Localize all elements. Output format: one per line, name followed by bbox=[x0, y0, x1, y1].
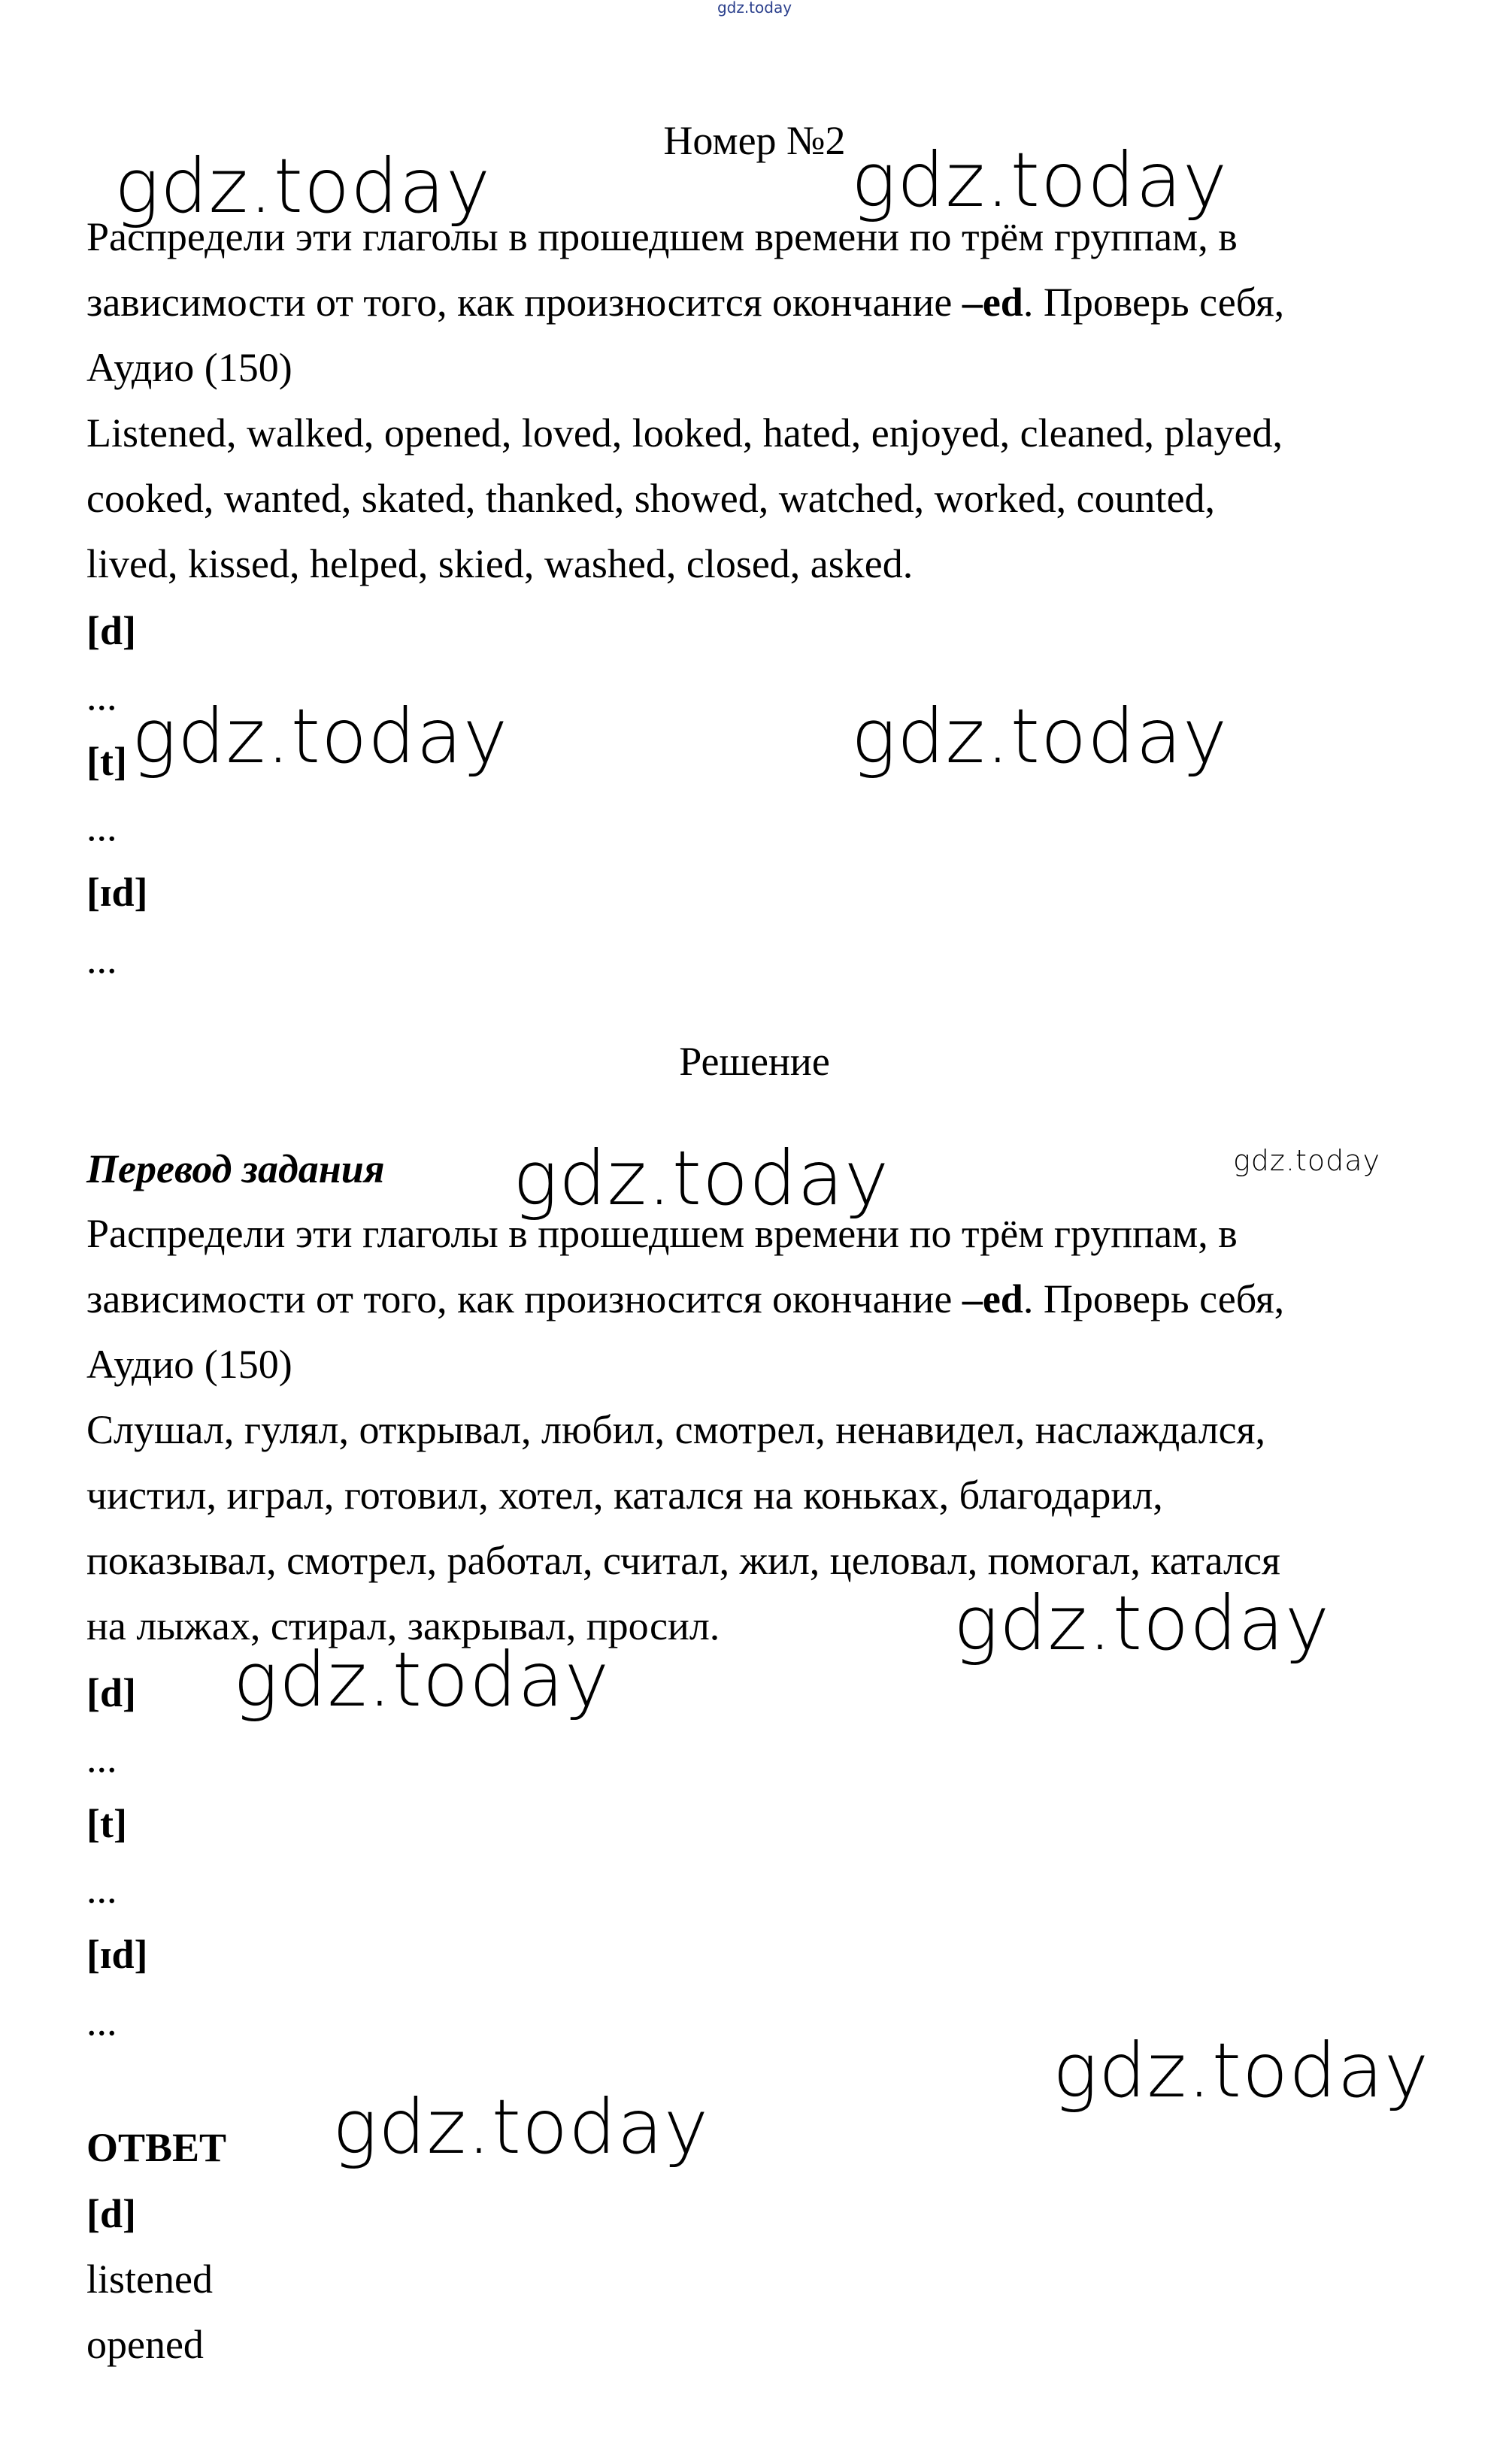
group-id-label: [ɪd] bbox=[86, 1932, 148, 1977]
group-id-label: [ɪd] bbox=[86, 870, 148, 915]
translation-line: Распредели эти глаголы в прошедшем времени по трём группам, в bbox=[86, 1211, 1238, 1256]
placeholder-dots: ... bbox=[86, 674, 117, 719]
translated-words-line: на лыжах, стирал, закрывал, просил. bbox=[86, 1603, 720, 1648]
group-t-label: [t] bbox=[86, 1801, 127, 1846]
placeholder-dots: ... bbox=[86, 1999, 117, 2044]
translated-words-line: чистил, играл, готовил, хотел, катался на коньках, благодарил, bbox=[86, 1473, 1163, 1518]
watermark: gdz.today bbox=[851, 692, 1229, 780]
translation-line: Аудио (150) bbox=[86, 1342, 292, 1387]
word-list-line: lived, kissed, helped, skied, washed, closed, asked. bbox=[86, 541, 914, 586]
solution-heading: Решение bbox=[679, 1039, 830, 1084]
watermark: gdz.today bbox=[953, 1579, 1331, 1667]
watermark: gdz.today bbox=[114, 142, 492, 230]
watermark: gdz.today bbox=[513, 1134, 890, 1222]
watermark: gdz.today bbox=[132, 692, 509, 780]
placeholder-dots: ... bbox=[86, 937, 117, 982]
task-line: зависимости от того, как произносится окончание –ed. Проверь себя, bbox=[86, 280, 1285, 325]
page-title: Номер №2 bbox=[663, 118, 846, 163]
placeholder-dots: ... bbox=[86, 1866, 117, 1912]
translation-line: зависимости от того, как произносится окончание –ed. Проверь себя, bbox=[86, 1276, 1285, 1321]
top-watermark: gdz.today bbox=[717, 0, 792, 17]
watermark: gdz.today bbox=[1053, 2027, 1430, 2114]
group-d-label: [d] bbox=[86, 1670, 136, 1715]
answer-group-d-label: [d] bbox=[86, 2191, 136, 2236]
watermark: gdz.today bbox=[233, 1636, 611, 1724]
answer-heading: ОТВЕТ bbox=[86, 2125, 227, 2170]
placeholder-dots: ... bbox=[86, 804, 117, 849]
translation-heading: Перевод задания bbox=[86, 1146, 385, 1191]
answer-item: opened bbox=[86, 2322, 204, 2367]
placeholder-dots: ... bbox=[86, 1736, 117, 1781]
watermark: gdz.today bbox=[851, 136, 1229, 224]
word-list-line: Listened, walked, opened, loved, looked, hated, enjoyed, cleaned, played, bbox=[86, 410, 1283, 456]
task-line: Аудио (150) bbox=[86, 345, 292, 390]
group-t-label: [t] bbox=[86, 739, 127, 784]
group-d-label: [d] bbox=[86, 608, 136, 653]
word-list-line: cooked, wanted, skated, thanked, showed, watched, worked, counted, bbox=[86, 476, 1216, 521]
answer-item: listened bbox=[86, 2257, 213, 2302]
watermark: gdz.today bbox=[332, 2083, 710, 2171]
task-line: Распредели эти глаголы в прошедшем времени по трём группам, в bbox=[86, 214, 1238, 259]
watermark-small: gdz.today bbox=[1233, 1144, 1380, 1177]
translated-words-line: Слушал, гулял, открывал, любил, смотрел, ненавидел, наслаждался, bbox=[86, 1407, 1265, 1452]
translated-words-line: показывал, смотрел, работал, считал, жил, целовал, помогал, катался bbox=[86, 1538, 1280, 1583]
